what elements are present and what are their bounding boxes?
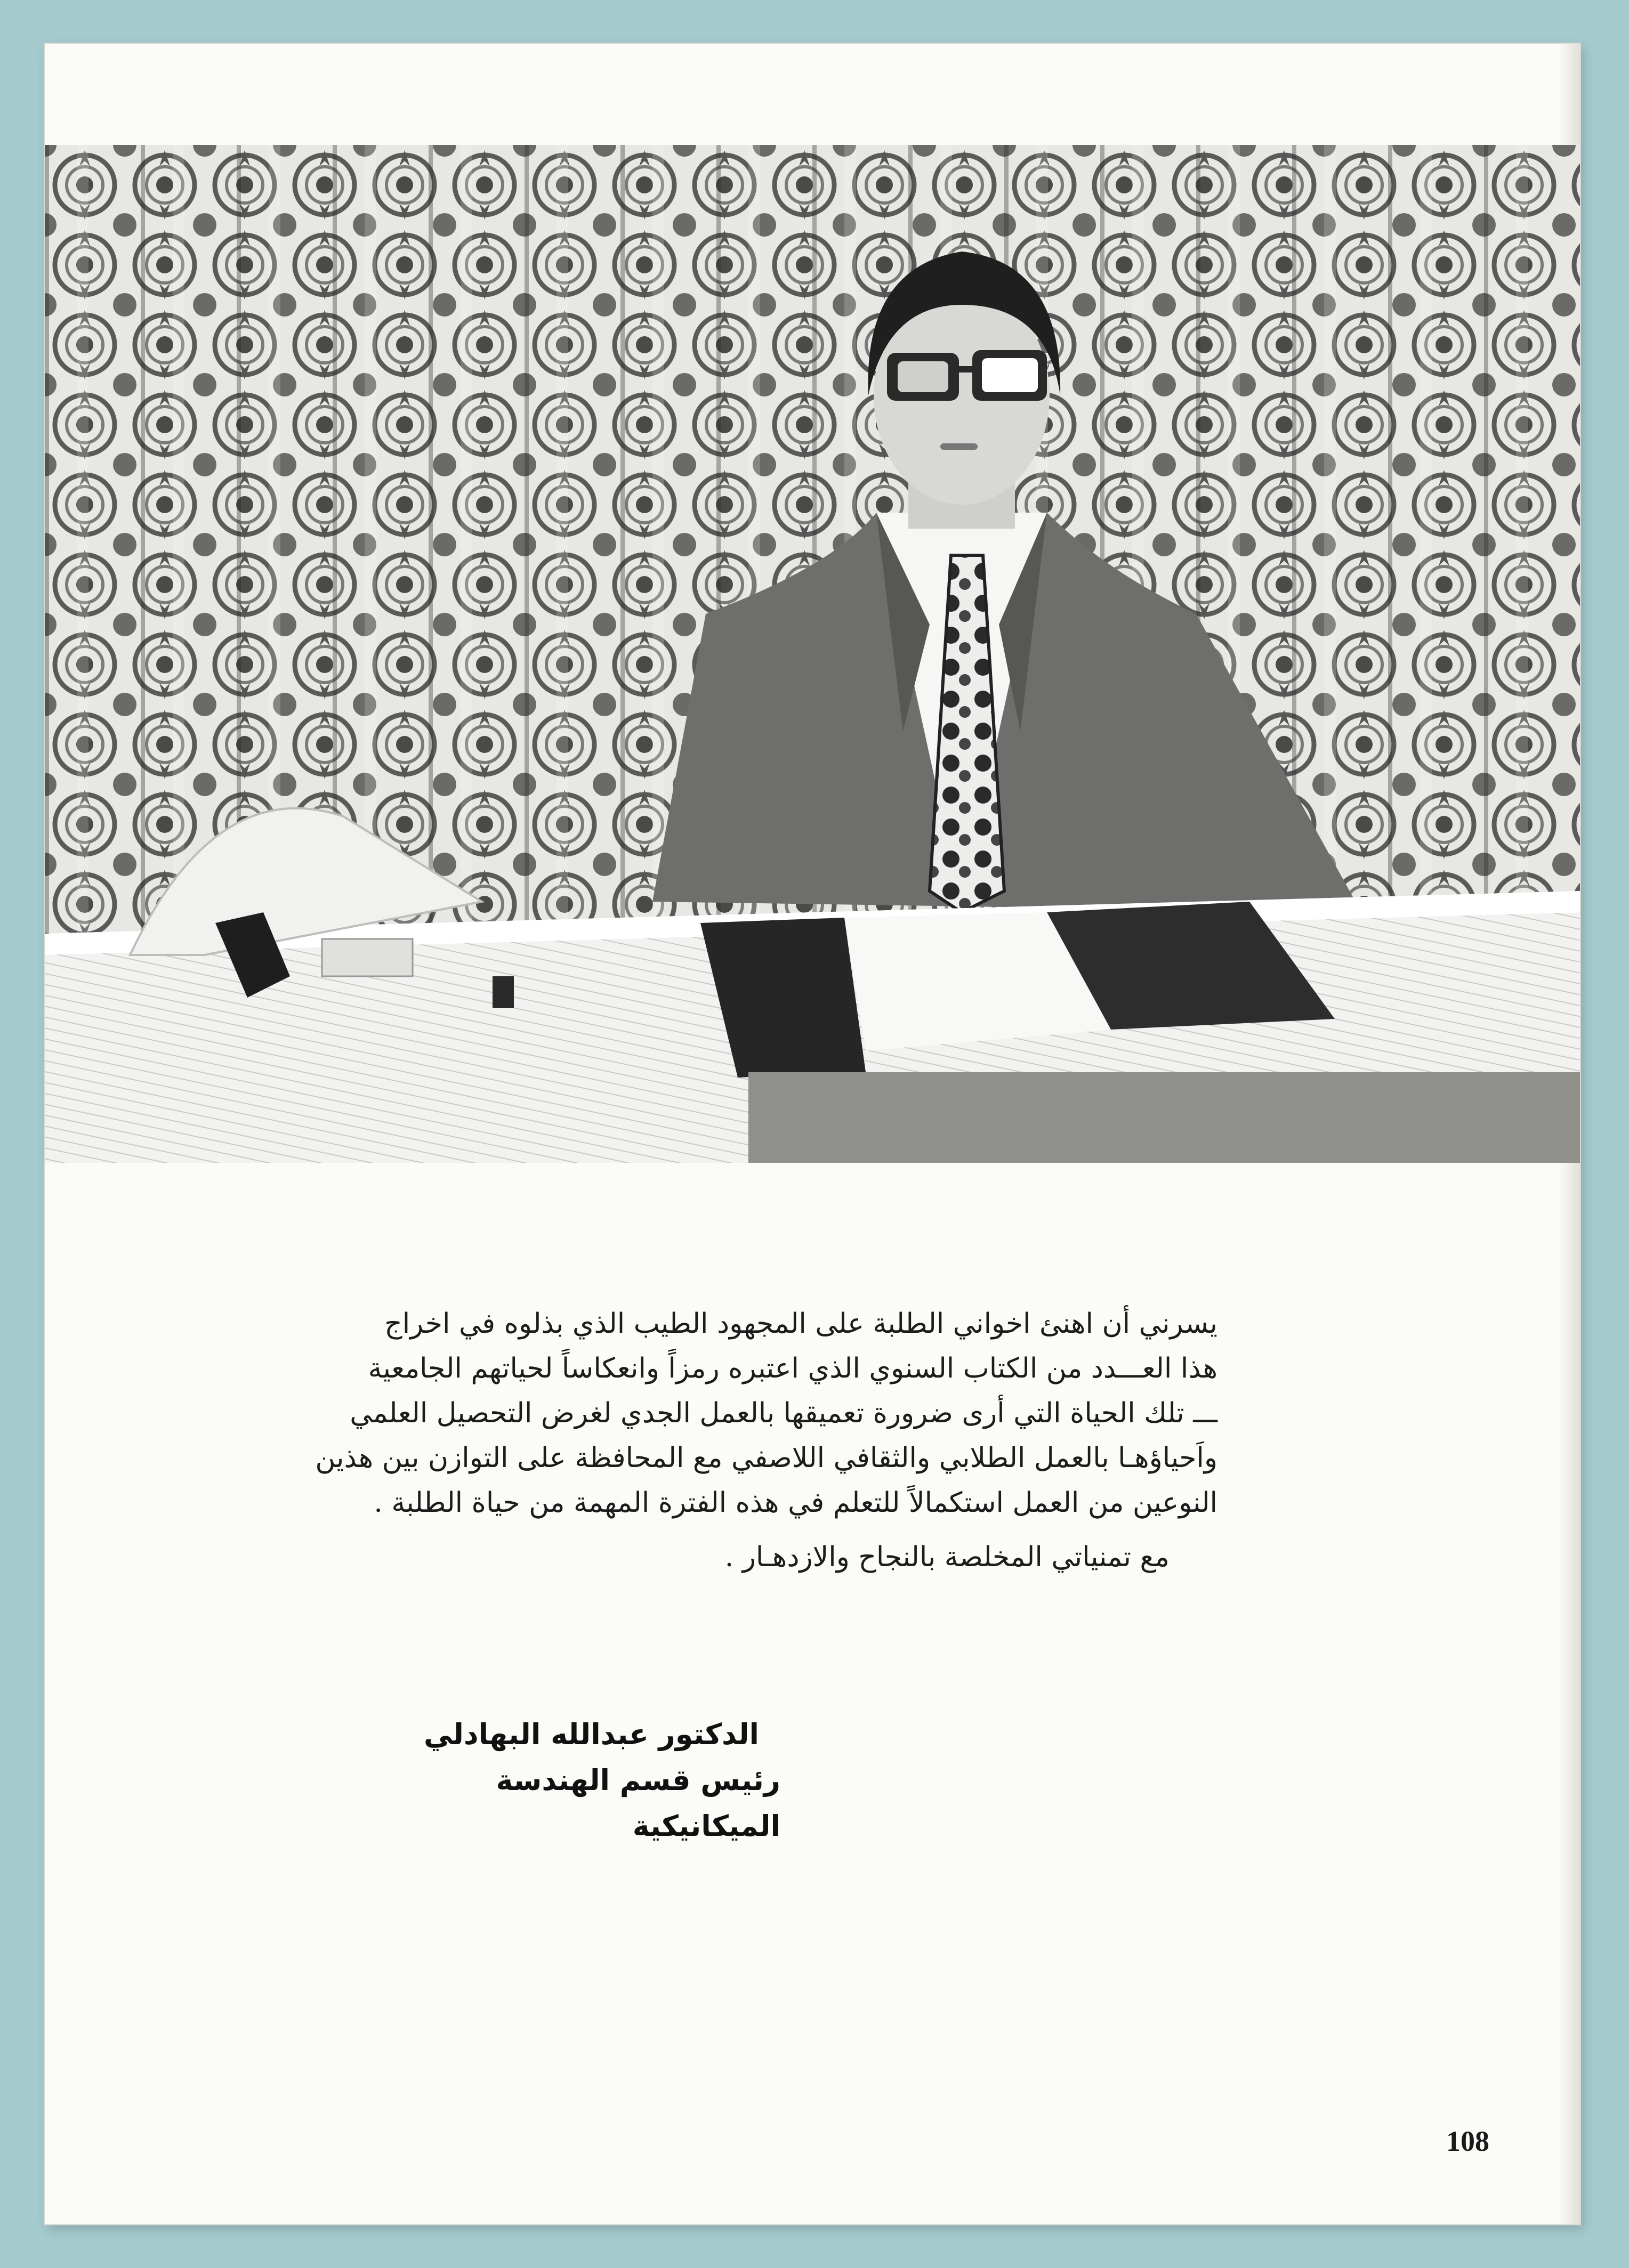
message-line: ـــ تلك الحياة التي أرى ضرورة تعميقها بالعمل الجدي لغرض التحصيل العلمي bbox=[350, 1397, 1217, 1429]
signatory-name: الدكتور عبدالله البهادلي bbox=[423, 1718, 759, 1751]
message-line: هذا العـــدد من الكتاب السنوي الذي اعتبره رمزاً وانعكاساً لحياتهم الجامعية bbox=[368, 1352, 1217, 1384]
signature-block bbox=[407, 1712, 780, 1849]
portrait-photo-illustration bbox=[45, 145, 1580, 1163]
page-number: 108 bbox=[1446, 2125, 1489, 2157]
message-line: النوعين من العمل استكمالاً للتعلم في هذه الفترة المهمة من حياة الطلبة . bbox=[374, 1487, 1217, 1519]
message-line: واَحياؤهـا بالعمل الطلابي والثقافي اللاصفي مع المحافظة على التوازن بين هذين bbox=[315, 1442, 1217, 1474]
signatory-title: رئيس قسم الهندسة الميكانيكية bbox=[496, 1763, 780, 1843]
message-line: يسرني أن اهنئ اخواني الطلبة على المجهود الطيب الذي بذلوه في اخراج bbox=[384, 1308, 1217, 1340]
document-page bbox=[45, 44, 1580, 2224]
message-text bbox=[315, 1301, 1217, 1580]
closing-line: مع تمنياتي المخلصة بالنجاح والازدهـار . bbox=[724, 1541, 1170, 1573]
portrait-photo bbox=[45, 145, 1580, 1163]
